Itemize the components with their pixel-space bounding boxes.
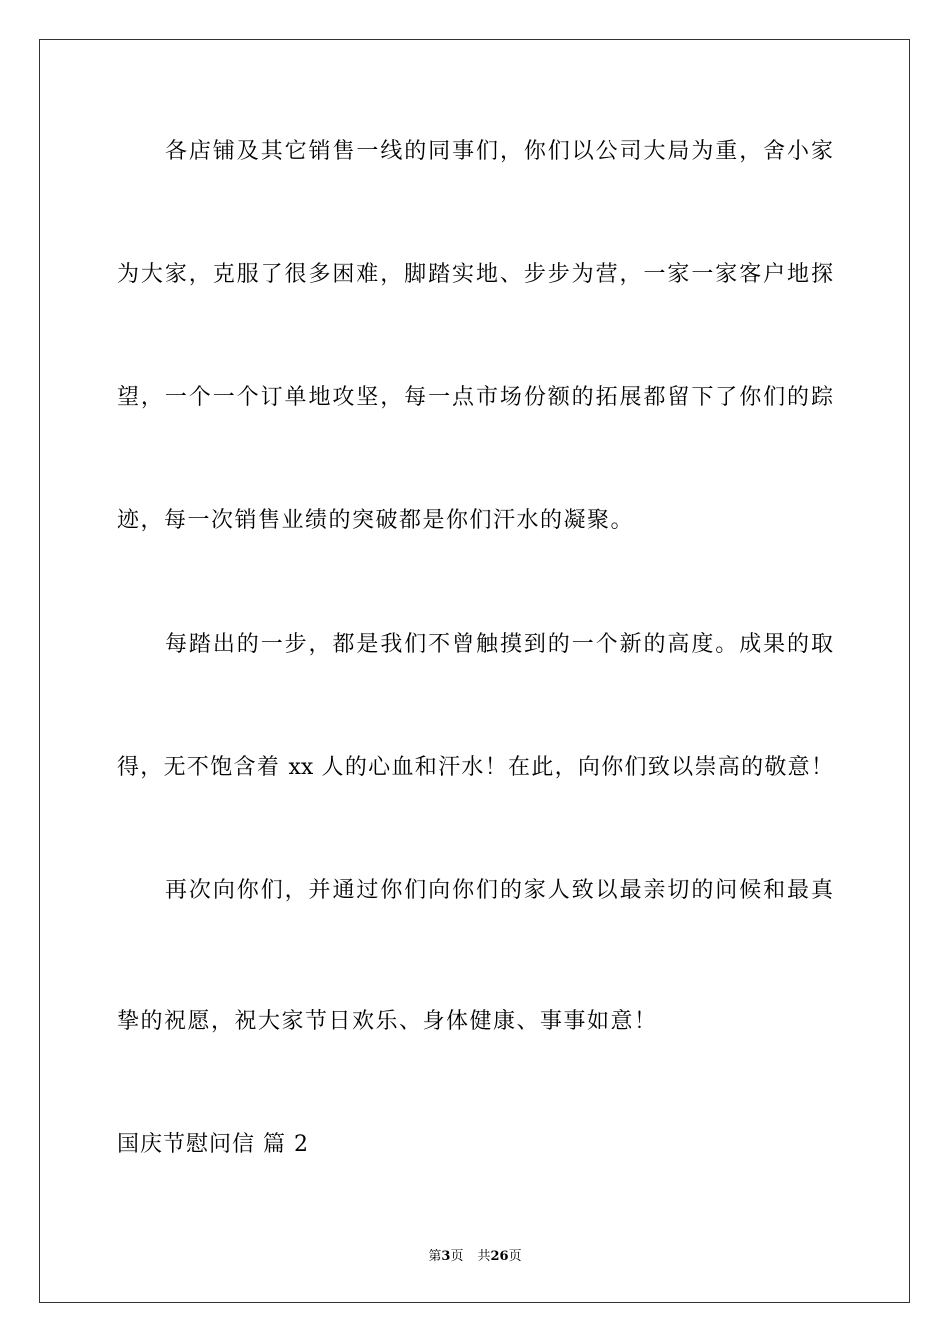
paragraph-line: 挚的祝愿，祝大家节日欢乐、身体健康、事事如意！ xyxy=(117,1009,658,1034)
paragraph-line: 迹，每一次销售业绩的突破都是你们汗水的凝聚。 xyxy=(117,508,635,533)
page-frame xyxy=(39,39,910,1303)
page-suffix: 页 xyxy=(450,1249,464,1264)
paragraph-line: 望，一个一个订单地攻坚，每一点市场份额的拓展都留下了你们的踪 xyxy=(117,385,833,410)
total-pages-number: 26 xyxy=(490,1249,509,1264)
page-footer xyxy=(0,1248,950,1266)
section-heading: 国庆节慰问信 篇 2 xyxy=(117,1132,309,1157)
paragraph-line: 得，无不饱含着 xx 人的心血和汗水！在此，向你们致以崇高的敬意！ xyxy=(117,755,833,780)
paragraph-line: 每踏出的一步，都是我们不曾触摸到的一个新的高度。成果的取 xyxy=(165,632,833,657)
total-suffix: 页 xyxy=(508,1249,522,1264)
paragraph-line: 为大家，克服了很多困难，脚踏实地、步步为营，一家一家客户地探 xyxy=(117,262,833,287)
paragraph-line: 各店铺及其它销售一线的同事们，你们以公司大局为重，舍小家 xyxy=(165,139,833,164)
paragraph-line: 再次向你们，并通过你们向你们的家人致以最亲切的问候和最真 xyxy=(165,878,833,903)
total-prefix: 共 xyxy=(477,1249,491,1264)
page-prefix: 第 xyxy=(428,1249,442,1264)
current-page-number: 3 xyxy=(441,1249,451,1264)
